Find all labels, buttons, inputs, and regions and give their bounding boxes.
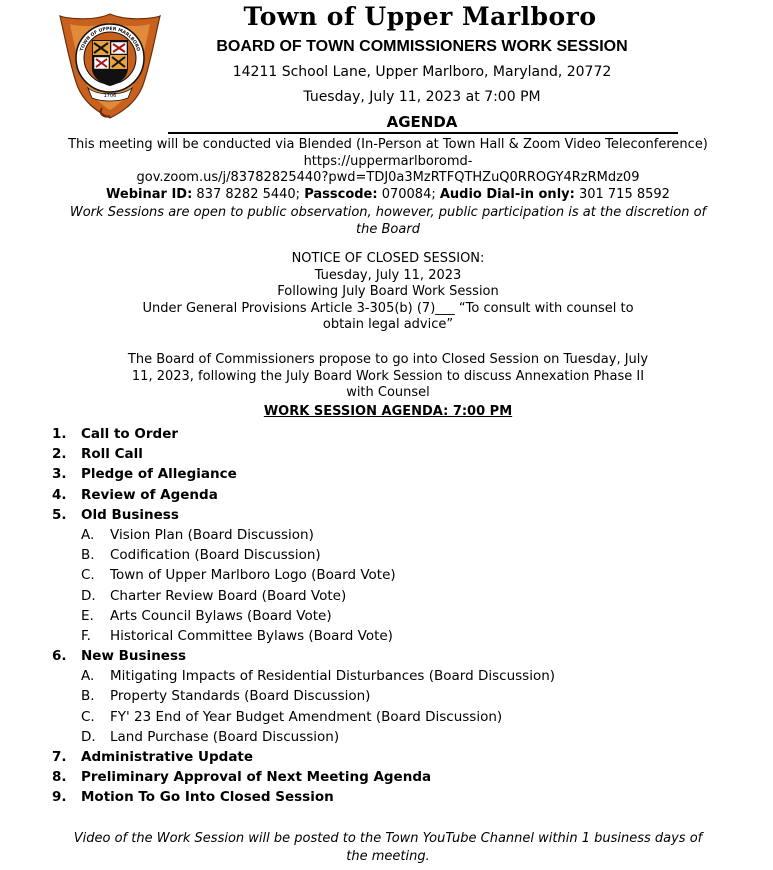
audio-label: Audio Dial-in only: [439, 186, 575, 202]
work-session-agenda-heading: WORK SESSION AGENDA: 7:00 PM [263, 404, 513, 419]
closed-provision-line2: obtain legal advice” [322, 317, 454, 332]
agenda-subitem [52, 545, 732, 565]
proposal-line3: with Counsel [346, 385, 430, 400]
agenda-subitem-letter: A. [81, 668, 95, 685]
agenda-subitem-letter: F. [81, 627, 91, 644]
town-seal-logo [58, 12, 162, 120]
closed-notice-date: Tuesday, July 11, 2023 [314, 267, 462, 283]
agenda-divider [168, 132, 678, 134]
agenda-subitem [52, 707, 732, 727]
agenda-subitem-label: Charter Review Board (Board Vote) [110, 587, 347, 604]
seal-year-text: 1706 [103, 93, 117, 99]
agenda-subitem-letter: A. [81, 526, 95, 543]
zoom-link-line1[interactable]: https://uppermarlboromd- [303, 153, 473, 169]
agenda-item-label: Call to Order [81, 426, 179, 442]
agenda-heading: AGENDA [386, 113, 458, 131]
agenda-item [52, 464, 732, 484]
webinar-label: Webinar ID: [106, 186, 193, 202]
passcode-label: Passcode: [304, 186, 378, 202]
agenda-item-number: 1. [52, 426, 67, 442]
agenda-item [52, 646, 732, 666]
agenda-item-label: Administrative Update [81, 749, 254, 765]
video-note [52, 830, 724, 866]
agenda-item-label: Pledge of Allegiance [81, 466, 237, 483]
closed-notice-following: Following July Board Work Session [277, 284, 499, 299]
town-title: Town of Upper Marlboro [243, 2, 597, 31]
passcode-value: 070084; [377, 186, 440, 202]
agenda-subitem-label: Mitigating Impacts of Residential Disturbances (Board Discussion) [110, 668, 556, 685]
agenda-item-number: 8. [52, 769, 67, 786]
agenda-item [52, 747, 732, 767]
proposal-line2: 11, 2023, following the July Board Work Session to discuss Annexation Phase II [131, 368, 645, 384]
video-note-line2: the meeting. [346, 849, 430, 864]
agenda-item-label: Motion To Go Into Closed Session [81, 789, 334, 806]
zoom-link-line2[interactable]: gov.zoom.us/j/83782825440?pwd=TDJ0a3MzRTFQTHZuQ0RROGY4RzRMdz09 [136, 170, 640, 185]
agenda-subitem-label: Property Standards (Board Discussion) [110, 688, 371, 705]
webinar-value: 837 8282 5440; [192, 186, 305, 202]
agenda-item-label: Preliminary Approval of Next Meeting Agenda [81, 769, 432, 786]
board-title: BOARD OF TOWN COMMISSIONERS WORK SESSION [216, 38, 628, 55]
agenda-item [52, 767, 732, 787]
agenda-subitem-label: FY' 23 End of Year Budget Amendment (Board Discussion) [110, 708, 503, 725]
meeting-info [52, 137, 724, 238]
agenda-subitem-letter: D. [81, 728, 96, 745]
agenda-item [52, 505, 732, 525]
seal-arc-text: TOWN OF UPPER MARLBORO [79, 26, 141, 53]
agenda-subitem [52, 727, 732, 747]
agenda-item-label: Roll Call [81, 446, 143, 463]
open-session-note [52, 205, 724, 238]
agenda-subitem [52, 606, 732, 626]
open-note-line1: Work Sessions are open to public observation, however, public participation is at the discretion of [69, 205, 707, 220]
agenda-item [52, 424, 732, 444]
agenda-subitem-letter: C. [81, 708, 95, 725]
agenda-subitem-label: Vision Plan (Board Discussion) [110, 526, 314, 543]
agenda-subitem-label: Town of Upper Marlboro Logo (Board Vote) [110, 567, 396, 584]
agenda-subitem-label: Codification (Board Discussion) [110, 547, 321, 564]
agenda-subitem [52, 686, 732, 706]
agenda-item-number: 9. [52, 789, 67, 806]
open-note-line2: the Board [356, 221, 420, 237]
agenda-subitem-letter: D. [81, 587, 96, 604]
agenda-item-number: 5. [52, 506, 67, 523]
agenda-subitem [52, 565, 732, 585]
agenda-subitem [52, 666, 732, 686]
agenda-subitem [52, 626, 732, 646]
agenda-item [52, 485, 732, 505]
agenda-item-label: Old Business [81, 506, 179, 523]
agenda-item-number: 7. [52, 749, 67, 765]
agenda-item [52, 787, 732, 807]
closed-session-proposal [52, 352, 724, 402]
dial-in-line [52, 187, 724, 204]
meeting-datetime: Tuesday, July 11, 2023 at 7:00 PM [303, 89, 541, 105]
agenda-item-number: 3. [52, 466, 67, 483]
agenda-subitem [52, 525, 732, 545]
agenda-item-list [52, 424, 732, 808]
closed-session-notice [52, 251, 724, 334]
audio-value: 301 715 8592 [574, 186, 670, 202]
video-note-line1: Video of the Work Session will be posted to the Town YouTube Channel within 1 business days of [73, 831, 703, 846]
agenda-subitem-label: Arts Council Bylaws (Board Vote) [110, 607, 332, 624]
agenda-item-label: Review of Agenda [81, 486, 218, 503]
agenda-subitem-letter: B. [81, 547, 95, 564]
agenda-item-number: 2. [52, 446, 67, 463]
conducted-note: This meeting will be conducted via Blended (In-Person at Town Hall & Zoom Video Teleconference) [68, 137, 708, 152]
agenda-subitem [52, 586, 732, 606]
meeting-address: 14211 School Lane, Upper Marlboro, Maryland, 20772 [232, 64, 612, 80]
proposal-line1: The Board of Commissioners propose to go into Closed Session on Tuesday, July [127, 352, 649, 367]
agenda-item [52, 444, 732, 464]
zoom-link[interactable] [52, 154, 724, 187]
agenda-item-number: 6. [52, 648, 67, 665]
agenda-subitem-letter: B. [81, 688, 95, 705]
agenda-subitem-label: Land Purchase (Board Discussion) [110, 728, 340, 745]
closed-provision-line1: Under General Provisions Article 3-305(b) (7)___ “To consult with counsel to [142, 300, 634, 316]
agenda-subitem-letter: E. [81, 607, 94, 624]
closed-notice-heading: NOTICE OF CLOSED SESSION: [291, 251, 485, 266]
agenda-subitem-letter: C. [81, 567, 95, 584]
agenda-subitem-label: Historical Committee Bylaws (Board Vote) [110, 627, 393, 644]
agenda-item-number: 4. [52, 486, 67, 503]
agenda-item-label: New Business [81, 648, 187, 665]
